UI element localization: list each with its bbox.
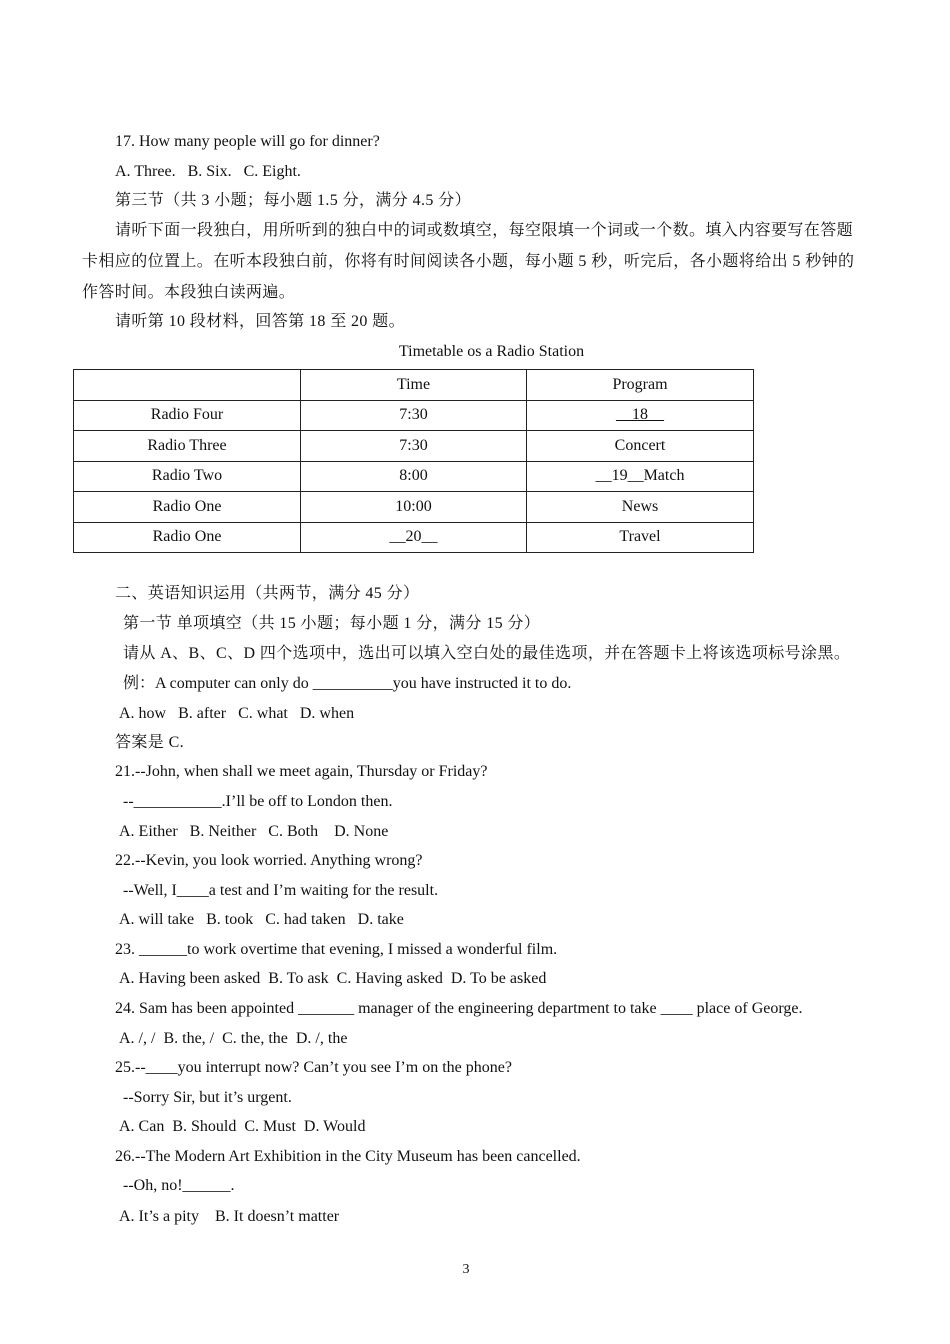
table-row: [74, 492, 754, 523]
table-row: [74, 400, 754, 431]
instruction-line-3: 作答时间。本段独白读两遍。: [82, 284, 296, 301]
instruction-line-2: 卡相应的位置上。在听本段独白前，你将有时间阅读各小题，每小题 5 秒，听完后，各小题将给出 5 秒钟的: [82, 253, 855, 270]
question-22: 22.--Kevin, you look worried. Anything wrong?: [115, 852, 423, 869]
program-cell: __18__: [527, 400, 754, 431]
question-23-options: A. Having been asked B. To ask C. Having asked D. To be asked: [119, 970, 547, 987]
time-cell: 8:00: [301, 461, 527, 492]
example-options: A. how B. after C. what D. when: [119, 705, 355, 722]
header-cell-program: Program: [527, 370, 754, 401]
question-25-reply: --Sorry Sir, but it’s urgent.: [123, 1089, 292, 1106]
question-21-reply: --___________.I’ll be off to London then.: [123, 793, 393, 810]
program-cell: Concert: [527, 431, 754, 462]
question-17-options: A. Three. B. Six. C. Eight.: [115, 163, 301, 180]
table-row: [74, 522, 754, 553]
station-cell: Radio Four: [74, 400, 301, 431]
table-row: [74, 431, 754, 462]
question-24-options: A. /, / B. the, / C. the, the D. /, the: [119, 1030, 348, 1047]
question-26-options: A. It’s a pity B. It doesn’t matter: [119, 1208, 340, 1225]
section-2-header: 二、英语知识运用（共两节，满分 45 分）: [115, 585, 420, 602]
question-22-reply: --Well, I____a test and I’m waiting for the result.: [123, 882, 439, 899]
header-cell-blank: [74, 370, 301, 401]
question-23: 23. ______to work overtime that evening, I missed a wonderful film.: [115, 941, 558, 958]
page-number: 3: [462, 1262, 470, 1277]
question-25-options: A. Can B. Should C. Must D. Would: [119, 1118, 366, 1135]
table-row: [74, 461, 754, 492]
station-cell: Radio One: [74, 522, 301, 553]
question-21: 21.--John, when shall we meet again, Thursday or Friday?: [115, 763, 488, 780]
example-question: 例：A computer can only do __________you have instructed it to do.: [123, 675, 572, 692]
program-cell: Travel: [527, 522, 754, 553]
table-title: Timetable os a Radio Station: [398, 343, 585, 360]
part3-header: 第三节（共 3 小题；每小题 1.5 分，满分 4.5 分）: [115, 192, 472, 209]
time-cell: 7:30: [301, 431, 527, 462]
program-cell: News: [527, 492, 754, 523]
instruction-line-4: 请听第 10 段材料，回答第 18 至 20 题。: [115, 313, 406, 330]
station-cell: Radio One: [74, 492, 301, 523]
station-cell: Radio Three: [74, 431, 301, 462]
question-26: 26.--The Modern Art Exhibition in the City Museum has been cancelled.: [115, 1148, 581, 1165]
table-header-row: [74, 370, 754, 401]
program-cell: __19__Match: [527, 461, 754, 492]
time-cell: 10:00: [301, 492, 527, 523]
timetable: [73, 369, 754, 553]
header-cell-time: Time: [301, 370, 527, 401]
question-21-options: A. Either B. Neither C. Both D. None: [119, 823, 389, 840]
station-cell: Radio Two: [74, 461, 301, 492]
instruction-line-1: 请听下面一段独白，用所听到的独白中的词或数填空，每空限填一个词或一个数。填入内容要写在答题: [115, 222, 854, 239]
question-22-options: A. will take B. took C. had taken D. take: [119, 911, 404, 928]
question-17: 17. How many people will go for dinner?: [115, 133, 380, 150]
time-cell: __20__: [301, 522, 527, 553]
question-26-reply: --Oh, no!______.: [123, 1177, 235, 1194]
question-25: 25.--____you interrupt now? Can’t you see I’m on the phone?: [115, 1059, 512, 1076]
question-24: 24. Sam has been appointed _______ manager of the engineering department to take ____ place of George.: [115, 1000, 803, 1017]
time-cell: 7:30: [301, 400, 527, 431]
example-answer: 答案是 C.: [115, 734, 185, 751]
part1-instruction: 请从 A、B、C、D 四个选项中，选出可以填入空白处的最佳选项，并在答题卡上将该选项标号涂黑。: [123, 645, 851, 662]
part1-header: 第一节 单项填空（共 15 小题；每小题 1 分，满分 15 分）: [123, 615, 541, 632]
